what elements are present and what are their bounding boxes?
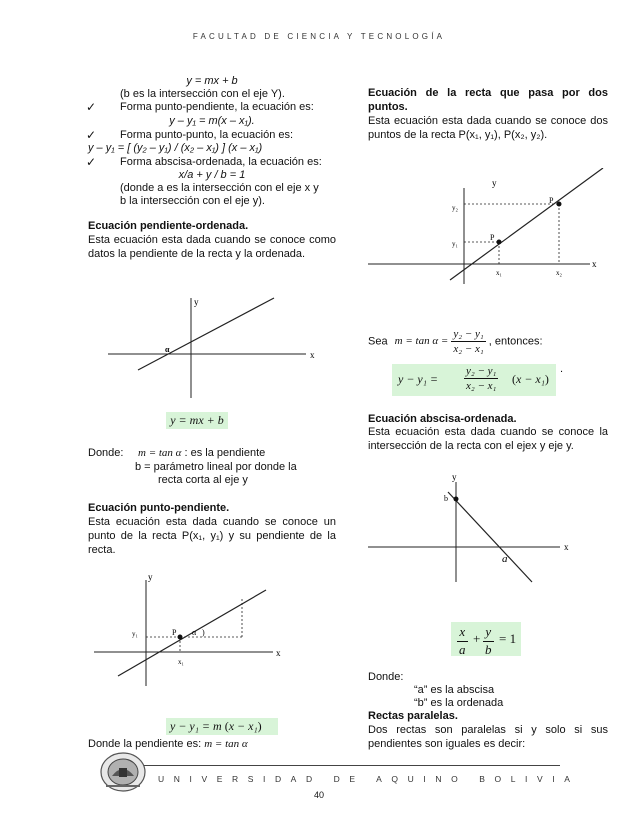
- section-text-slope-intercept: Esta ecuación esta dada cuando se conoce como datos la pendiente de la recta y la ordenada.: [88, 234, 336, 261]
- x-label: x: [592, 259, 597, 269]
- line: [138, 298, 274, 370]
- open-paren-glyph: (: [224, 719, 229, 733]
- bullet-intercepts: [88, 155, 348, 169]
- x1-label: x₁: [496, 269, 502, 277]
- section-text-two-points: Esta ecuación esta dada cuando se conoce dos puntos de la recta P(x₁, y₁), P(x₂, y₂).: [368, 115, 608, 142]
- section-text-intercepts: Esta ecuación esta dada cuando se conoce la intersección de la recta con el ejex y eje y.: [368, 426, 608, 453]
- eq-point-slope: y – y₁ = m(x – x₁).: [169, 115, 255, 127]
- eq-box-two-points: [392, 364, 556, 396]
- university-seal: [98, 748, 148, 794]
- eq-lhs: y − y₁ =: [398, 372, 439, 386]
- y2-label: y₂: [452, 204, 458, 212]
- y-label: y: [452, 472, 457, 482]
- b-label: b: [444, 494, 448, 503]
- sea-tail: , entonces:: [488, 335, 543, 348]
- donde-b: “b” es la ordenada: [414, 697, 504, 709]
- slope-fraction: [451, 327, 485, 356]
- close-paren-glyph: ): [544, 372, 549, 386]
- slope-text: Donde la pendiente es:: [88, 738, 202, 750]
- frac-y: y: [483, 624, 494, 642]
- section-title-two-points: Ecuación de la recta que pasa por dos puntos.: [368, 87, 608, 114]
- note-a-line2: b la intersección con el eje y).: [120, 195, 265, 207]
- eq-box-intercepts: [451, 622, 521, 656]
- y-label: y: [194, 297, 199, 307]
- checkmark-icon: ✓: [86, 155, 97, 169]
- graph-slope-intercept: [88, 290, 336, 400]
- open-paren-glyph: (: [512, 372, 516, 386]
- x-label: x: [310, 350, 315, 360]
- paren-label: ): [202, 628, 205, 637]
- close-paren-glyph: ): [257, 719, 262, 733]
- eq-two-point: y – y₁ = [ (y₂ – y₁) / (x₂ – x₁) ] (x – x₁): [88, 142, 263, 154]
- eq-lhs: y − y₁ = m: [170, 719, 222, 733]
- eq-rhs-group: [512, 372, 549, 387]
- footer-university: UNIVERSIDAD DE AQUINO BOLIVIA: [158, 774, 580, 784]
- point-p2: [557, 202, 562, 207]
- donde-label: Donde:: [368, 671, 404, 683]
- m-description: : es la pendiente: [184, 447, 266, 459]
- fraction-numerator: y₂ − y₁: [451, 327, 485, 342]
- p2-label: P: [549, 196, 554, 205]
- section-title-point-slope: Ecuación punto-pendiente.: [88, 502, 230, 514]
- frac-a: a: [459, 641, 466, 657]
- eq-denominator: x₂ − x₁: [466, 380, 497, 393]
- note-a-line1: (donde a es la intersección con el eje x y: [120, 182, 319, 194]
- eq-tail: = 1: [499, 631, 517, 646]
- point-p: [178, 635, 183, 640]
- page-number: 40: [313, 790, 324, 800]
- graph-point-slope: [88, 568, 336, 688]
- y-label: y: [492, 178, 497, 188]
- alpha-label: α: [192, 628, 197, 637]
- graph-two-points: [368, 168, 608, 290]
- eq-slope-intercept: y = mx + b: [186, 75, 238, 87]
- sea-m: m = tan α =: [394, 335, 449, 348]
- eq-box-slope-intercept: y = mx + b: [166, 412, 228, 429]
- x1-label: x₁: [178, 658, 184, 666]
- donde-m: [138, 446, 338, 460]
- bullet-point-slope: [88, 100, 348, 114]
- checkmark-icon: ✓: [86, 128, 97, 142]
- point-b: [454, 497, 459, 502]
- x-label: x: [276, 648, 281, 658]
- frac-x: x: [457, 624, 468, 642]
- slope-equation: m = tan α: [204, 738, 248, 750]
- section-text-point-slope: Esta ecuación esta dada cuando se conoce un punto de la recta P(x₁, y₁) y su pendiente de la recta.: [88, 516, 336, 557]
- eq-box-dot: .: [560, 363, 564, 375]
- eq-fraction: [464, 364, 498, 393]
- graph-intercepts: [368, 466, 608, 586]
- frac-b: b: [485, 641, 492, 657]
- p1-label: P: [490, 233, 495, 242]
- eq-rhs: x − x₁: [516, 372, 545, 386]
- a-label: a: [502, 553, 508, 565]
- eq-box-point-slope: [166, 718, 278, 735]
- bullet-two-point: [88, 128, 348, 142]
- y-over-b: [483, 624, 494, 658]
- donde-b-line2: recta corta al eje y: [158, 474, 248, 486]
- alpha-label: α: [165, 345, 170, 354]
- x2-label: x₂: [556, 269, 562, 277]
- y-label: y: [148, 572, 153, 582]
- fraction-denominator: x₂ − x₁: [453, 343, 484, 356]
- section-title-intercepts: Ecuación abscisa-ordenada.: [368, 413, 517, 425]
- page-header: FACULTAD DE CIENCIA Y TECNOLOGÍA: [192, 32, 446, 41]
- bullet-label: Forma punto-punto, la ecuación es:: [120, 129, 294, 141]
- x-label: x: [564, 542, 569, 552]
- eq-intercepts: x/a + y / b = 1: [178, 169, 246, 181]
- x-over-a: [457, 624, 468, 658]
- checkmark-icon: ✓: [86, 100, 97, 114]
- plus-sign: +: [473, 631, 481, 646]
- p-label: P: [172, 628, 177, 637]
- section-title-parallel: Rectas paralelas.: [368, 710, 458, 722]
- donde-label: Donde:: [88, 447, 124, 459]
- footer-rule: [140, 765, 560, 766]
- eq-numerator: y₂ − y₁: [464, 364, 498, 379]
- y1-label: y₁: [452, 240, 458, 248]
- donde-a: “a” es la abscisa: [414, 684, 495, 696]
- y1-label: y₁: [132, 630, 138, 638]
- section-text-parallel: Dos rectas son paralelas si y solo si sus pendientes son iguales es decir:: [368, 724, 608, 751]
- sea-label: Sea: [368, 335, 388, 348]
- m-equation: m = tan α: [138, 447, 182, 459]
- bullet-label: Forma abscisa-ordenada, la ecuación es:: [120, 156, 322, 168]
- donde-b-line1: b = parámetro lineal por donde la: [135, 461, 297, 473]
- eq-rhs: x − x₁: [228, 719, 258, 733]
- sea-statement: [368, 327, 608, 356]
- line: [450, 168, 603, 280]
- note-b: (b es la intersección con el eje Y).: [120, 88, 285, 100]
- section-title-slope-intercept: Ecuación pendiente-ordenada.: [88, 220, 249, 232]
- point-p1: [497, 240, 502, 245]
- line: [448, 492, 532, 582]
- bullet-label: Forma punto-pendiente, la ecuación es:: [120, 101, 314, 113]
